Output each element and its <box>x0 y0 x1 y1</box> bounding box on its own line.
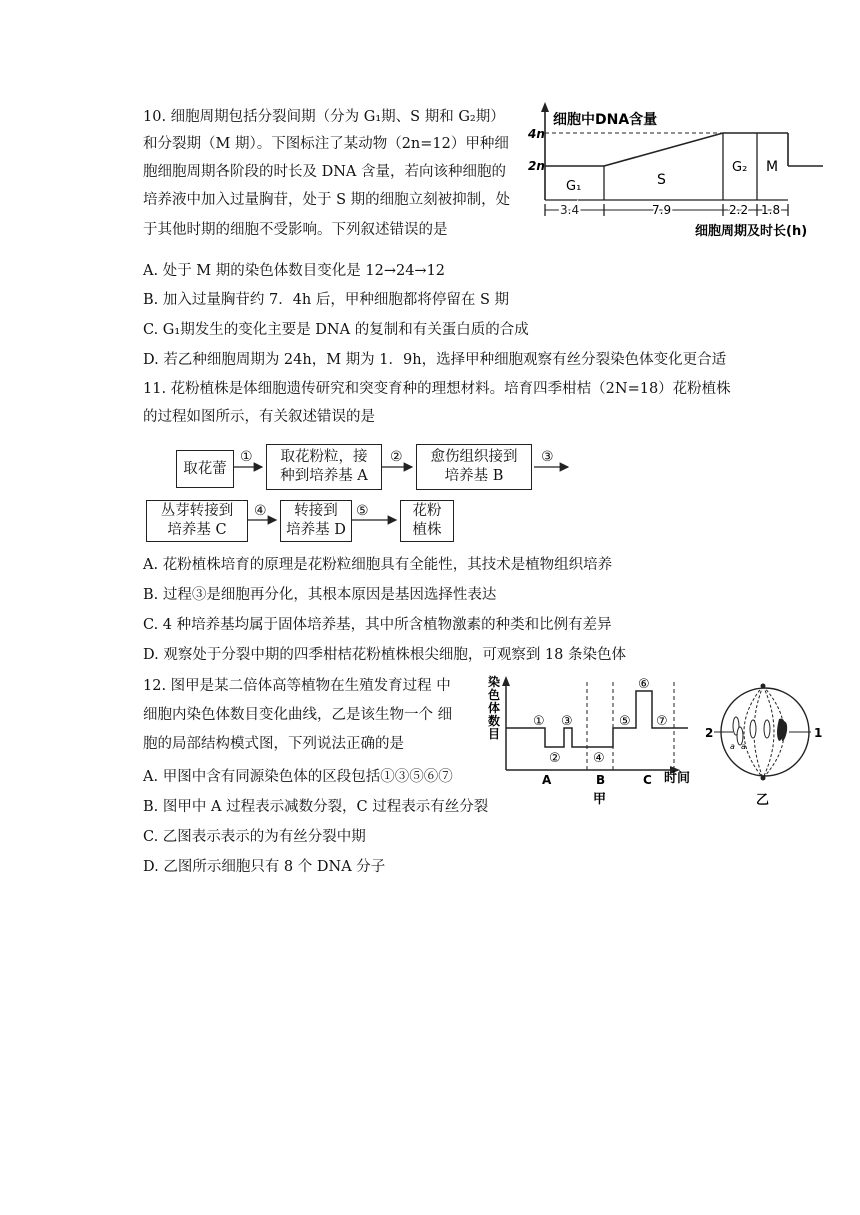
q11-stem-line: 11. 花粉植株是体细胞遗传研究和突变育种的理想材料。培育四季柑桔（2N=18）花粉植株 <box>143 381 731 397</box>
box-text: 花粉 <box>412 503 442 519</box>
q12-segment-label: ① <box>533 714 545 729</box>
q11-step-label: ① <box>240 449 253 465</box>
q10-stem-line: 培养液中加入过量胸苷，处于 S 期的细胞立刻被抑制，处 <box>143 192 511 208</box>
q10-option-d: D. 若乙种细胞周期为 24h，M 期为 1．9h，选择甲种细胞观察有丝分裂染色体变化更合适 <box>143 352 727 368</box>
q10-option-b: B. 加入过量胸苷约 7．4h 后，甲种细胞都将停留在 S 期 <box>143 292 510 308</box>
box-text: 培养基 D <box>286 522 346 538</box>
q11-option-d: D. 观察处于分裂中期的四季柑桔花粉植株根尖细胞，可观察到 18 条染色体 <box>143 647 626 663</box>
q10-phase-label: G₂ <box>732 160 748 175</box>
box-text: 丛芽转接到 <box>160 503 234 519</box>
q12-y-title: 染 <box>488 675 501 689</box>
q10-y-tick: 2n <box>528 159 545 173</box>
q12-x-title: 时间 <box>664 771 691 786</box>
q11-option-a: A. 花粉植株培育的原理是花粉粒细胞具有全能性，其技术是植物组织培养 <box>143 557 613 573</box>
q11-step-label: ② <box>390 449 403 465</box>
q11-step-box <box>176 450 234 488</box>
q12-y-title: 色 <box>488 688 501 702</box>
q10-phase-label: S <box>657 172 666 188</box>
q12-segment-label: ② <box>549 751 561 766</box>
q10-dna-figure <box>528 100 838 245</box>
q10-y-tick: 4n <box>528 127 545 141</box>
q10-duration: 1.8 <box>761 203 781 217</box>
q12-figure-yi <box>705 676 825 811</box>
box-text: 种到培养基 A <box>280 468 368 484</box>
q10-stem-line: 10. 细胞周期包括分裂间期（分为 G₁期、S 期和 G₂期） <box>143 109 505 125</box>
q10-duration: 7.9 <box>652 203 672 217</box>
box-text: 培养基 B <box>444 468 504 484</box>
q12-stem-line: 12. 图甲是某二倍体高等植物在生殖发育过程 中 <box>143 678 451 694</box>
box-text: 愈伤组织接到 <box>430 449 518 465</box>
q12-y-title: 目 <box>488 727 501 741</box>
q10-y-title: 细胞中DNA含量 <box>553 112 658 128</box>
q12-caption-yi: 乙 <box>756 793 770 808</box>
q12-stem-line: 胞的局部结构模式图，下列说法正确的是 <box>143 736 404 752</box>
box-text: 转接到 <box>294 503 338 519</box>
q12-option-a: A. 甲图中含有同源染色体的区段包括①③⑤⑥⑦ <box>143 769 453 785</box>
q11-step-box <box>280 500 352 542</box>
q12-option-b: B. 图甲中 A 过程表示减数分裂，C 过程表示有丝分裂 <box>143 799 489 815</box>
q12-caption-jia: 甲 <box>593 792 607 807</box>
q10-stem-line: 胞细胞周期各阶段的时长及 DNA 含量，若向该种细胞的 <box>143 164 507 180</box>
q12-y-title: 数 <box>488 714 501 728</box>
q12-figure-jia <box>486 672 701 812</box>
q10-option-a: A. 处于 M 期的染色体数目变化是 12→24→12 <box>143 263 446 279</box>
q12-stage-label: A <box>542 773 552 787</box>
q12-segment-label: ⑦ <box>656 714 668 729</box>
q10-phase-label: M <box>766 159 779 175</box>
q12-yi-label: a <box>741 742 746 751</box>
q12-stem-line: 细胞内染色体数目变化曲线，乙是该生物一个 细 <box>143 707 453 723</box>
q10-stem-line: 于其他时期的细胞不受影响。下列叙述错误的是 <box>143 222 448 238</box>
q10-phase-label: G₁ <box>566 179 582 194</box>
q11-step-box <box>266 444 382 490</box>
q11-step-label: ⑤ <box>356 503 369 519</box>
q12-option-d: D. 乙图所示细胞只有 8 个 DNA 分子 <box>143 859 386 875</box>
q11-step-box <box>416 444 532 490</box>
q10-stem-line: 和分裂期（M 期）。下图标注了某动物（2n=12）甲种细 <box>143 136 509 152</box>
q11-option-c: C. 4 种培养基均属于固体培养基，其中所含植物激素的种类和比例有差异 <box>143 617 612 633</box>
q11-stem-line: 的过程如图所示，有关叙述错误的是 <box>143 409 375 425</box>
q12-segment-label: ⑤ <box>619 714 631 729</box>
q12-option-c: C. 乙图表示表示的为有丝分裂中期 <box>143 829 366 845</box>
q12-segment-label: ④ <box>593 751 605 766</box>
q12-yi-label: a <box>730 742 735 751</box>
q11-step-label: ③ <box>541 449 554 465</box>
box-text: 植株 <box>412 522 442 538</box>
q10-x-title: 细胞周期及时长(h) <box>695 224 808 239</box>
q10-duration: 3.4 <box>560 203 580 217</box>
q10-option-c: C. G₁期发生的变化主要是 DNA 的复制和有关蛋白质的合成 <box>143 322 529 338</box>
q11-step-box <box>400 500 454 542</box>
q11-option-b: B. 过程③是细胞再分化，其根本原因是基因选择性表达 <box>143 587 497 603</box>
box-text: 培养基 C <box>167 522 227 538</box>
q12-segment-label: ⑥ <box>638 677 650 692</box>
q10-duration: 2.2 <box>729 203 749 217</box>
box-text: 取花蕾 <box>183 460 227 477</box>
q12-y-title: 体 <box>488 701 501 715</box>
q12-segment-label: ③ <box>561 714 573 729</box>
q12-stage-label: B <box>596 773 606 787</box>
q12-yi-label: 1 <box>814 726 823 740</box>
q11-step-box <box>146 500 248 542</box>
q12-stage-label: C <box>643 773 652 787</box>
q11-step-label: ④ <box>254 503 267 519</box>
q12-yi-label: 2 <box>705 726 714 740</box>
box-text: 取花粉粒，接 <box>280 449 368 465</box>
